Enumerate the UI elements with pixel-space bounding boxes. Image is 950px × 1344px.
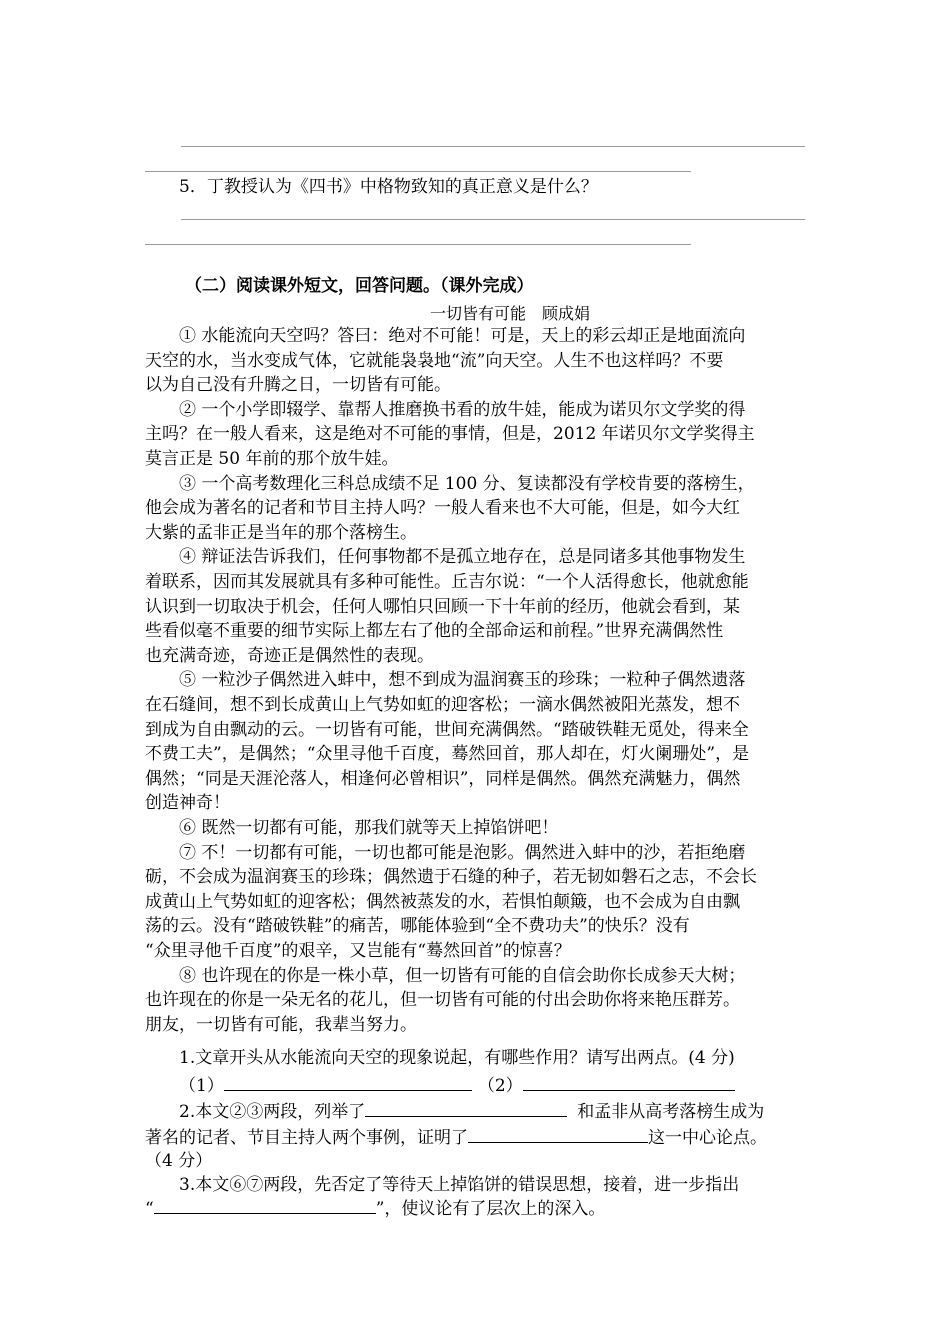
article-line: 天空的水，当水变成气体，它就能袅袅地“流”向天空。人生不也这样吗？不要	[145, 351, 724, 371]
article-line: 荡的云。没有“踏破铁鞋”的痛苦，哪能体验到“全不费功夫”的快乐？没有	[145, 916, 690, 936]
article-line: 创造神奇！	[145, 793, 230, 813]
article-line: 莫言正是 50 年前的那个放牛娃。	[145, 449, 399, 469]
article-line: 不费工夫”，是偶然；“众里寻他千百度，蓦然回首，那人却在，灯火阑珊处”，是	[145, 744, 750, 764]
article-line: 朋友，一切皆有可能，我辈当努力。	[145, 1015, 417, 1035]
question-1-answers	[179, 1072, 849, 1100]
answer-line[interactable]	[181, 219, 805, 220]
article-line: 主吗？在一般人看来，这是绝对不可能的事情，但是，2012 年诺贝尔文学奖得主	[145, 424, 755, 444]
answer-line[interactable]	[181, 146, 805, 147]
question-3-text: “	[145, 1199, 154, 1219]
question-2	[145, 1098, 849, 1126]
article-line: ⑦ 不！一切都有可能，一切也都可能是泡影。偶然进入蚌中的沙，若拒绝磨	[179, 843, 746, 863]
article-line: ④ 辩证法告诉我们，任何事物都不是孤立地存在，总是同诸多其他事物发生	[179, 547, 746, 567]
article-line: 成黄山上气势如虹的迎客松；偶然被蒸发的水，若惧怕颠簸，也不会成为自由飘	[145, 892, 740, 912]
article-line: ③ 一个高考数理化三科总成绩不足 100 分、复读都没有学校肯要的落榜生，	[179, 474, 755, 494]
answer-1-blank[interactable]	[224, 1072, 472, 1091]
article-line: ⑤ 一粒沙子偶然进入蚌中，想不到成为温润赛玉的珍珠；一粒种子偶然遗落	[179, 670, 746, 690]
question-2-text: 和孟非从高考落榜生成为	[577, 1102, 765, 1122]
question-2-blank-1[interactable]	[365, 1098, 567, 1117]
answer-line[interactable]	[145, 244, 691, 245]
question-1: 1.文章开头从水能流向天空的现象说起，有哪些作用？请写出两点。(4 分)	[179, 1048, 735, 1068]
article-line: 认识到一切取决于机会，任何人哪怕只回顾一下十年前的经历，他就会看到，某	[145, 597, 740, 617]
article-line: ② 一个小学即辍学、靠帮人推磨换书看的放牛娃，能成为诺贝尔文学奖的得	[179, 400, 746, 420]
question-3-cont	[145, 1195, 815, 1223]
answer-2-blank[interactable]	[523, 1072, 735, 1091]
article-line: ⑧ 也许现在的你是一株小草，但一切皆有可能的自信会助你长成参天大树；	[179, 966, 746, 986]
article-line: 也充满奇迹，奇迹正是偶然性的表现。	[145, 646, 434, 666]
article-line: 在石缝间，想不到长成黄山上气势如虹的迎客松；一滴水偶然被阳光蒸发，想不	[145, 695, 740, 715]
article-line: 砺，不会成为温润赛玉的珍珠；偶然遗于石缝的种子，若无韧如磐石之志，不会长	[145, 867, 757, 887]
article-line: 他会成为著名的记者和节目主持人吗？一般人看来也不大可能，但是，如今大红	[145, 498, 740, 518]
question-2-text: 2.本文②③两段，列举了	[179, 1102, 366, 1122]
article-line: 大紫的孟非正是当年的那个落榜生。	[145, 523, 417, 543]
article-line: 着联系，因而其发展就具有多种可能性。丘吉尔说：“一个人活得愈长，他就愈能	[145, 572, 749, 592]
question-2-score: （4 分）	[145, 1151, 213, 1171]
question-3-text: ”，使议论有了层次上的深入。	[375, 1199, 606, 1219]
article-line: 些看似毫不重要的细节实际上都左右了他的全部命运和前程。”世界充满偶然性	[145, 621, 724, 641]
answer-2-label: （2）	[477, 1076, 523, 1096]
question-5: 5．丁教授认为《四书》中格物致知的真正意义是什么？	[179, 177, 598, 197]
article-line: ① 水能流向天空吗？答曰：绝对不可能！可是，天上的彩云却正是地面流向	[179, 326, 746, 346]
article-line: 也许现在的你是一朵无名的花儿，但一切皆有可能的付出会助你将来艳压群芳。	[145, 990, 740, 1010]
article-line: 偶然；“同是天涯沦落人，相逢何必曾相识”，同样是偶然。偶然充满魅力，偶然	[145, 769, 741, 789]
answer-line[interactable]	[145, 171, 691, 172]
question-3-blank[interactable]	[154, 1195, 376, 1214]
article-line: ⑥ 既然一切都有可能，那我们就等天上掉馅饼吧！	[179, 818, 559, 838]
question-3: 3.本文⑥⑦两段，先否定了等待天上掉馅饼的错误思想，接着，进一步指出	[179, 1175, 740, 1195]
question-2-text: 这一中心论点。	[648, 1128, 767, 1148]
question-2-blank-2[interactable]	[468, 1124, 648, 1143]
article-title: 一切皆有可能 顾成娟	[430, 304, 591, 323]
question-2-text: 著名的记者、节目主持人两个事例，证明了	[145, 1128, 468, 1148]
article-line: 以为自己没有升腾之日，一切皆有可能。	[145, 375, 451, 395]
answer-1-label: （1）	[179, 1076, 224, 1096]
article-line: “众里寻他千百度”的艰辛，又岂能有“蓦然回首”的惊喜？	[145, 941, 571, 961]
section-title: （二）阅读课外短文，回答问题。（课外完成）	[185, 276, 534, 296]
article-line: 到成为自由飘动的云。一切皆有可能，世间充满偶然。“踏破铁鞋无觅处，得来全	[145, 720, 749, 740]
